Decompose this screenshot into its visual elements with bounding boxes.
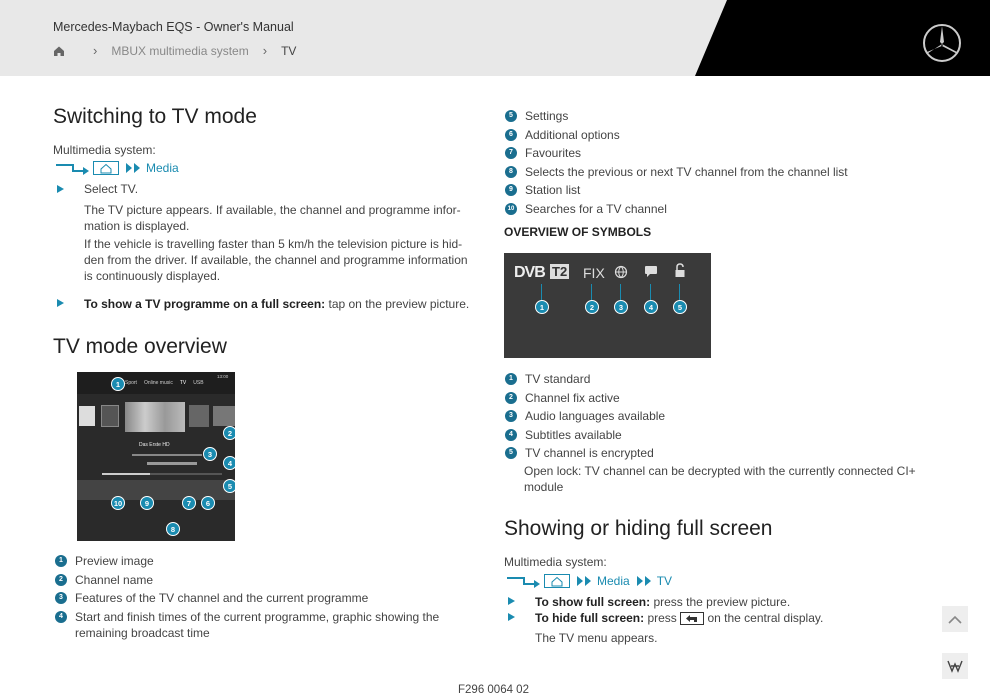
system-label: Multimedia system: — [53, 143, 156, 157]
system-label: Multimedia system: — [504, 555, 607, 569]
callout-9: 9 — [140, 496, 154, 510]
callout-3: 3 — [203, 447, 217, 461]
list-item: 5 TV channel is encrypted — [505, 445, 925, 461]
list-item: 3 Features of the TV channel and the current programme — [55, 590, 455, 606]
section-title-switching: Switching to TV mode — [53, 105, 257, 128]
breadcrumb-item-mbux[interactable]: MBUX multimedia system — [111, 43, 249, 58]
list-item: 4 Start and finish times of the current programme, graphic showing the remaining broadcast time — [55, 609, 455, 641]
tv-channel-name: Das Erste HD — [139, 442, 170, 448]
globe-icon — [614, 265, 628, 279]
step-bullet-icon — [508, 597, 515, 605]
home-icon[interactable] — [53, 45, 65, 57]
list-item: 2 Channel name — [55, 572, 455, 588]
nav-tv: TV — [656, 574, 673, 588]
list-item: 9 Station list — [505, 182, 905, 198]
list-item: 4 Subtitles available — [505, 427, 925, 443]
overview-list-cont — [505, 108, 905, 220]
chevron-right-icon: › — [93, 43, 98, 58]
double-chevron-icon — [125, 162, 143, 174]
callout-5: 5 — [223, 479, 235, 493]
nav-arrow-icon — [506, 574, 542, 588]
list-item: 10 Searches for a TV channel — [505, 201, 905, 217]
symbols-heading: OVERVIEW OF SYMBOLS — [504, 225, 652, 239]
lock-icon — [674, 263, 686, 278]
double-chevron-icon — [636, 575, 654, 587]
nav-path — [506, 574, 672, 588]
list-item: 1 TV standard — [505, 371, 925, 387]
tv-tab: TV — [179, 380, 187, 386]
section-title-overview: TV mode overview — [53, 335, 227, 358]
step-hide-full-screen: To hide full screen: press on the central display. — [535, 611, 824, 625]
step-select-tv: Select TV. — [84, 182, 139, 196]
symbols-list — [505, 371, 925, 464]
callout-8: 8 — [166, 522, 180, 536]
nav-arrow-icon — [55, 161, 91, 175]
tv-tab: Sport — [125, 380, 137, 386]
nav-path — [55, 161, 179, 175]
home-button-icon — [544, 574, 570, 588]
tv-tab: Online music — [143, 380, 173, 386]
nav-media: Media — [146, 161, 179, 175]
symbol-callout-5: 5 — [673, 300, 687, 314]
symbol-callout-4: 4 — [644, 300, 658, 314]
maybach-logo-icon — [947, 659, 963, 673]
breadcrumb-item-tv: TV — [281, 43, 297, 58]
overview-list — [55, 553, 455, 643]
tv-tab: USB — [193, 380, 204, 386]
list-item: 5 Settings — [505, 108, 905, 124]
callout-4: 4 — [223, 456, 235, 470]
breadcrumb — [53, 43, 296, 58]
symbols-screenshot — [504, 253, 711, 358]
callout-1: 1 — [111, 377, 125, 391]
section-title-full-screen: Showing or hiding full screen — [504, 517, 773, 540]
maybach-button[interactable] — [942, 653, 968, 679]
callout-10: 10 — [111, 496, 125, 510]
para-speed-warning: If the vehicle is travelling faster than 5 km/h the television picture is hid-den from the driver. If available, the channel and programme information is continuously displayed. — [84, 237, 468, 283]
list-item: 3 Audio languages available — [505, 408, 925, 424]
subtitles-icon — [644, 265, 658, 278]
chevron-right-icon: › — [262, 43, 268, 58]
list-item: 1 Preview image — [55, 553, 455, 569]
list-item: 6 Additional options — [505, 127, 905, 143]
para-tv-picture: The TV picture appears. If available, the channel and programme infor-mation is displayed. — [84, 203, 461, 233]
step-show-full-screen: To show full screen: press the preview picture. — [535, 595, 791, 609]
figure-code: F296 0064 02 — [458, 684, 529, 696]
back-button-icon — [680, 612, 704, 625]
symbol-callout-1: 1 — [535, 300, 549, 314]
fix-label: FIX — [583, 265, 605, 281]
tv-mode-screenshot — [77, 372, 235, 541]
list-item: 2 Channel fix active — [505, 390, 925, 406]
step-bullet-icon — [57, 299, 64, 307]
dvb-label: DVB — [514, 264, 545, 281]
step-bullet-icon — [57, 185, 64, 193]
list-item: 7 Favourites — [505, 145, 905, 161]
step-bullet-icon — [508, 613, 515, 621]
symbol-callout-2: 2 — [585, 300, 599, 314]
double-chevron-icon — [576, 575, 594, 587]
symbol-callout-3: 3 — [614, 300, 628, 314]
callout-7: 7 — [182, 496, 196, 510]
tv-clock: 13:00 — [217, 374, 229, 379]
callout-6: 6 — [201, 496, 215, 510]
callout-2: 2 — [223, 426, 235, 440]
home-button-icon — [93, 161, 119, 175]
chevron-up-icon — [948, 615, 962, 624]
step-full-screen: To show a TV programme on a full screen: tap on the preview picture. — [84, 297, 470, 311]
manual-title: Mercedes-Maybach EQS - Owner's Manual — [53, 20, 294, 34]
nav-media: Media — [597, 574, 630, 588]
t2-label: T2 — [552, 264, 568, 279]
symbol5-note: Open lock: TV channel can be decrypted with the currently connected CI+ module — [524, 464, 916, 494]
mercedes-star-logo — [922, 23, 962, 63]
scroll-top-button[interactable] — [942, 606, 968, 632]
list-item: 8 Selects the previous or next TV channel from the channel list — [505, 164, 905, 180]
result-text: The TV menu appears. — [535, 631, 658, 645]
